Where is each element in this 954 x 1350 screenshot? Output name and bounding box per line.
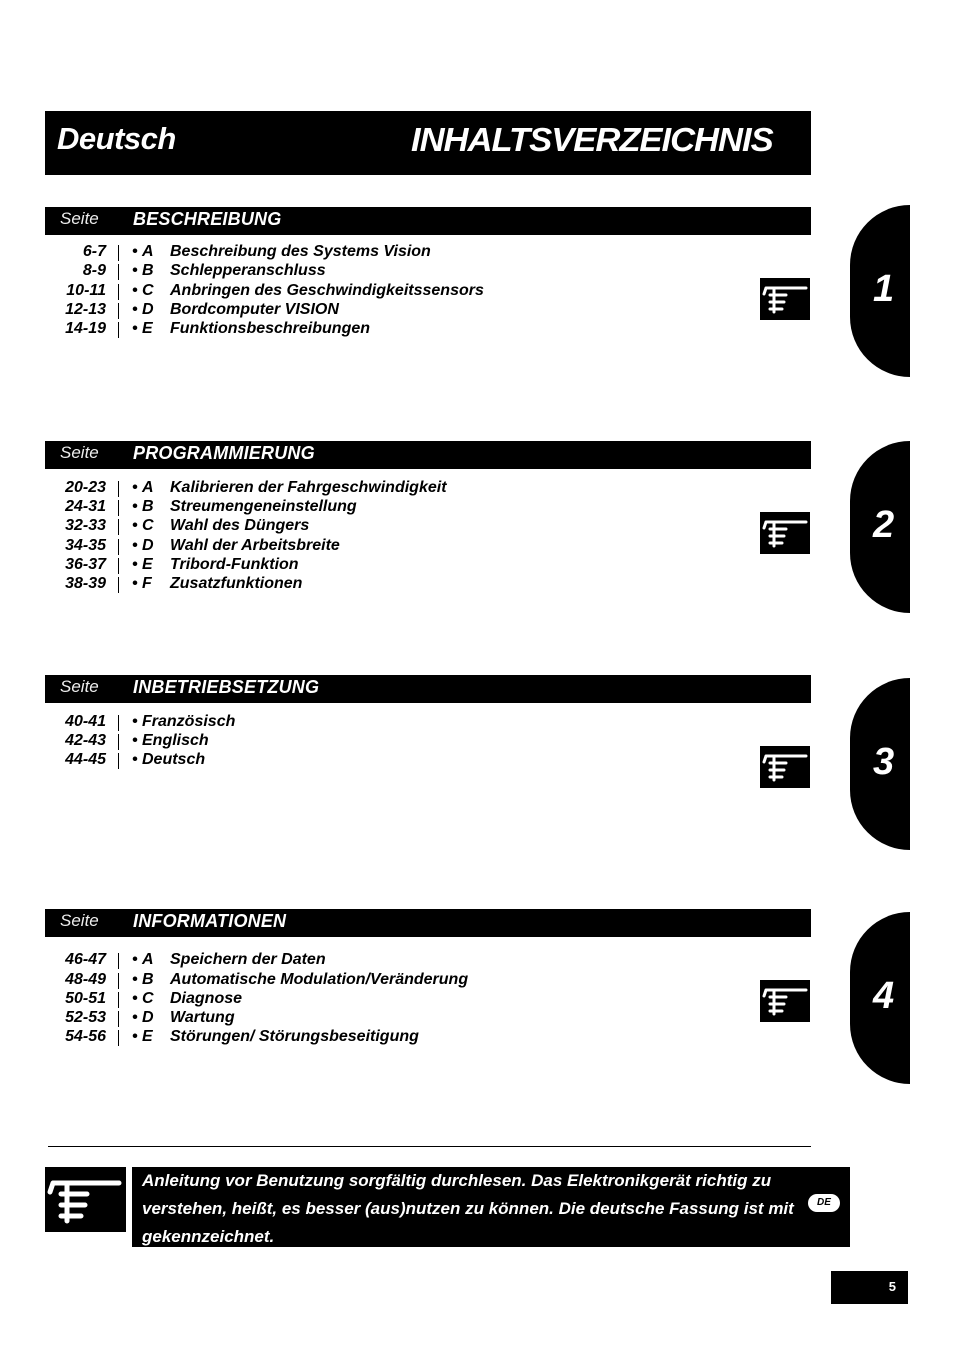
entry-pages: 44-45	[65, 751, 106, 768]
section-title: INFORMATIONEN	[133, 911, 287, 931]
separator	[118, 715, 119, 731]
toc-entry[interactable]	[45, 713, 745, 732]
entry-pages: 50-51	[65, 990, 106, 1007]
seite-label: Seite	[60, 443, 99, 462]
language-title: Deutsch	[57, 121, 176, 156]
entry-letter: D	[142, 537, 154, 554]
toc-entry[interactable]	[45, 990, 745, 1009]
section-header-programmierung	[45, 441, 811, 469]
seite-label: Seite	[60, 677, 99, 696]
tab-number: 1	[873, 268, 895, 310]
entry-text: Wahl des Düngers	[170, 517, 310, 534]
entry-text: Streumengeneinstellung	[170, 498, 357, 515]
entry-text: Anbringen des Geschwindigkeitssensors	[170, 282, 484, 299]
entry-letter: D	[142, 301, 154, 318]
bullet: •	[132, 556, 138, 573]
page-number-box	[831, 1271, 908, 1304]
separator	[118, 577, 119, 593]
toc-entry[interactable]	[45, 301, 745, 320]
section-header-inbetriebsetzung	[45, 675, 811, 703]
section-title: PROGRAMMIERUNG	[133, 443, 315, 463]
divider	[48, 1146, 811, 1147]
separator	[118, 284, 119, 300]
separator	[118, 973, 119, 989]
separator	[118, 264, 119, 280]
entry-text: Französisch	[142, 713, 236, 730]
tab-number: 2	[873, 504, 895, 546]
entry-pages: 54-56	[65, 1028, 106, 1045]
bullet: •	[132, 301, 138, 318]
entry-text: Englisch	[142, 732, 209, 749]
entry-letter: F	[142, 575, 152, 592]
entry-text: Speichern der Daten	[170, 951, 326, 968]
toc-entry[interactable]	[45, 556, 745, 575]
tab-number: 3	[873, 741, 895, 783]
bullet: •	[132, 479, 138, 496]
entry-text: Tribord-Funktion	[170, 556, 299, 573]
entry-text: Automatische Modulation/Veränderung	[170, 971, 469, 988]
entry-text: Beschreibung des Systems Vision	[170, 243, 431, 260]
separator	[118, 322, 119, 338]
toc-entry[interactable]	[45, 1009, 745, 1028]
bullet: •	[132, 751, 138, 768]
bullet: •	[132, 951, 138, 968]
toc-entry[interactable]	[45, 971, 745, 990]
bullet: •	[132, 575, 138, 592]
separator	[118, 303, 119, 319]
toc-entry[interactable]	[45, 575, 745, 594]
entry-letter: B	[142, 262, 154, 279]
toc-entry[interactable]	[45, 951, 745, 970]
toc-entry[interactable]	[45, 320, 745, 339]
pointing-hand-icon	[760, 980, 810, 1022]
toc-entry[interactable]	[45, 751, 745, 770]
de-badge: DE	[808, 1194, 840, 1212]
entry-letter: B	[142, 498, 154, 515]
seite-label: Seite	[60, 911, 99, 930]
entry-text: Wahl der Arbeitsbreite	[170, 537, 340, 554]
entry-pages: 36-37	[65, 556, 106, 573]
info-note	[132, 1167, 850, 1247]
bullet: •	[132, 262, 138, 279]
page-number: 5	[888, 1279, 896, 1294]
section-tab-2[interactable]	[850, 441, 910, 613]
entry-pages: 32-33	[65, 517, 106, 534]
bullet: •	[132, 1009, 138, 1026]
separator	[118, 953, 119, 969]
pointing-hand-icon	[760, 278, 810, 320]
bullet: •	[132, 498, 138, 515]
tab-number: 4	[873, 975, 895, 1017]
pointing-hand-icon	[760, 746, 810, 788]
separator	[118, 753, 119, 769]
toc-entry[interactable]	[45, 498, 745, 517]
entry-pages: 34-35	[65, 537, 106, 554]
entry-letter: C	[142, 517, 154, 534]
entry-pages: 38-39	[65, 575, 106, 592]
entry-text: Bordcomputer VISION	[170, 301, 339, 318]
section-title: INBETRIEBSETZUNG	[133, 677, 320, 697]
entry-text: Funktionsbeschreibungen	[170, 320, 371, 337]
separator	[118, 734, 119, 750]
separator	[118, 481, 119, 497]
toc-entry[interactable]	[45, 732, 745, 751]
entry-letter: C	[142, 990, 154, 1007]
pointing-hand-icon	[760, 512, 810, 554]
bullet: •	[132, 282, 138, 299]
separator	[118, 1030, 119, 1046]
entry-pages: 42-43	[65, 732, 106, 749]
entry-pages: 6-7	[82, 243, 106, 260]
entry-letter: A	[142, 243, 154, 260]
entry-pages: 24-31	[65, 498, 106, 515]
bullet: •	[132, 732, 138, 749]
entry-letter: A	[142, 479, 154, 496]
page-title: INHALTSVERZEICHNIS	[411, 121, 773, 158]
entry-text: Deutsch	[142, 751, 206, 768]
header-bar	[45, 111, 811, 175]
entry-text: Schlepperanschluss	[170, 262, 326, 279]
toc-entry[interactable]	[45, 537, 745, 556]
section-header-beschreibung	[45, 207, 811, 235]
entry-text: Kalibrieren der Fahrgeschwindigkeit	[170, 479, 447, 496]
separator	[118, 558, 119, 574]
entry-pages: 10-11	[66, 282, 106, 299]
entry-pages: 52-53	[65, 1009, 106, 1026]
toc-entry[interactable]	[45, 282, 745, 301]
entry-pages: 8-9	[82, 262, 106, 279]
bullet: •	[132, 971, 138, 988]
entry-text: Diagnose	[170, 990, 243, 1007]
bullet: •	[132, 243, 138, 260]
section-title: BESCHREIBUNG	[133, 209, 282, 229]
toc-entry[interactable]	[45, 479, 745, 498]
bullet: •	[132, 537, 138, 554]
entry-pages: 20-23	[65, 479, 106, 496]
entry-pages: 48-49	[65, 971, 106, 988]
bullet: •	[132, 1028, 138, 1045]
separator	[118, 500, 119, 516]
separator	[118, 992, 119, 1008]
separator	[118, 1011, 119, 1027]
toc-entry[interactable]	[45, 517, 745, 536]
entry-letter: A	[142, 951, 154, 968]
separator	[118, 245, 119, 261]
section-header-informationen	[45, 909, 811, 937]
bullet: •	[132, 713, 138, 730]
entry-pages: 46-47	[65, 951, 106, 968]
entry-letter: E	[142, 556, 153, 573]
separator	[118, 519, 119, 535]
toc-entry[interactable]	[45, 1028, 745, 1047]
entry-text: Wartung	[170, 1009, 235, 1026]
section-tab-4[interactable]	[850, 912, 910, 1084]
entry-letter: C	[142, 282, 154, 299]
entry-letter: B	[142, 971, 154, 988]
section-tab-1[interactable]	[850, 205, 910, 377]
toc-entry[interactable]	[45, 243, 745, 262]
section-tab-3[interactable]	[850, 678, 910, 850]
entry-text: Zusatzfunktionen	[170, 575, 303, 592]
note-text: Anleitung vor Benutzung sorgfältig durchlesen. Das Elektronikgerät richtig zu verstehen, heißt, es besser (aus)nutzen zu können. Die deutsche Fassung ist mit gekennzeichnet.	[142, 1171, 794, 1246]
bullet: •	[132, 517, 138, 534]
bullet: •	[132, 320, 138, 337]
entry-letter: D	[142, 1009, 154, 1026]
entry-letter: E	[142, 1028, 153, 1045]
seite-label: Seite	[60, 209, 99, 228]
toc-entry[interactable]	[45, 262, 745, 281]
entry-pages: 12-13	[65, 301, 106, 318]
entry-pages: 14-19	[65, 320, 106, 337]
entry-text: Störungen/ Störungsbeseitigung	[170, 1028, 419, 1045]
separator	[118, 539, 119, 555]
bullet: •	[132, 990, 138, 1007]
entry-pages: 40-41	[65, 713, 106, 730]
pointing-hand-icon	[45, 1167, 126, 1232]
entry-letter: E	[142, 320, 153, 337]
